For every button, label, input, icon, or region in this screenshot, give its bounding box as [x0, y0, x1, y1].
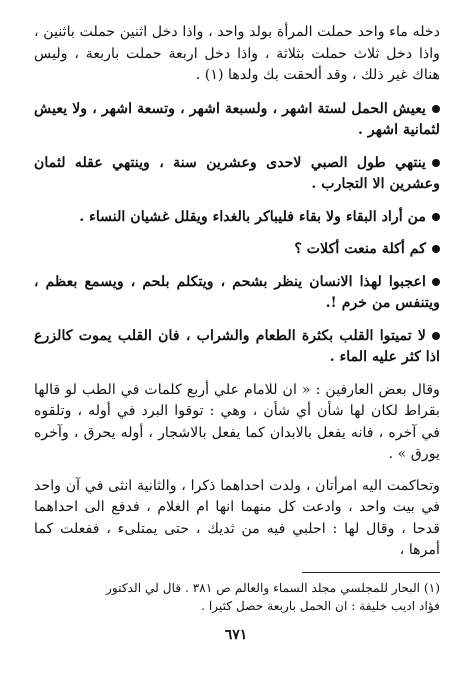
- bullet-text: يعيش الحمل لستة اشهر ، ولسبعة اشهر ، وتسعة اشهر ، ولا يعيش لثمانية اشهر .: [34, 100, 440, 138]
- bullet-item: [34, 207, 440, 229]
- bullet-item: [34, 99, 440, 142]
- paragraph-opening: [34, 22, 440, 87]
- paragraph-judgement: وتحاكمت اليه امرأتان ، ولدت احداهما ذكرا ، والثانية انثى في آن واحد في بيت واحد ، وادعت كل منهما انها ام الغلام ، فدفع الى احداهما قدحا ، وقال لها : احلبي فيه من ثديك ، حتى يمتلىء ، ففعلت كما أمرها ،: [34, 477, 440, 558]
- bullet-text: من أراد البقاء ولا بقاء فليباكر بالغداء ويقلل غشيان النساء .: [79, 208, 426, 225]
- bullet-text: ينتهي طول الصبي لاحدى وعشرين سنة ، وينتهي عقله لثمان وعشرين الا التجارب .: [34, 154, 440, 192]
- footnote-line-2: فؤاد اديب خليفة : ان الحمل باربعة حصل كثيرا .: [201, 598, 440, 613]
- footnote-divider: [302, 572, 440, 573]
- bullet-item: [34, 272, 440, 315]
- bullet-item: [34, 153, 440, 196]
- bullet-icon: [432, 278, 440, 286]
- bullet-text: اعجبوا لهذا الانسان ينظر بشحم ، ويتكلم بلحم ، ويسمع بعظم ، ويتنفس من خرم !.: [34, 273, 440, 311]
- bullet-item: [34, 239, 440, 261]
- bullet-text: كم أكلة منعت أكلات ؟: [294, 241, 426, 257]
- footnote-reference: (١) .: [195, 67, 224, 83]
- bullet-item: [34, 326, 440, 369]
- bullet-text: لا تميتوا القلب بكثرة الطعام والشراب ، فان القلب يموت كالزرع اذا كثر عليه الماء .: [34, 327, 440, 365]
- paragraph-quote: وقال بعض العارفين : « ان للامام علي أربع كلمات في الطب لو قالها بقراط لكان لها شأن أي شأن ، وهي : توقوا البرد في أوله ، وتلقوه في آخره ، فانه يفعل بالابدان كما يفعل بالاشجار ، أوله يحرق ، وآخره يورق » .: [34, 381, 440, 462]
- bullet-icon: [432, 332, 440, 340]
- bullet-icon: [432, 159, 440, 167]
- page-number: ٦٧١: [224, 627, 248, 643]
- paragraph-opening-text: دخله ماء واحد حملت المرأة بولد واحد ، واذا دخل اثنين حملت باثنين ، واذا دخل ثلاث حملت بثلاثة ، واذا دخل اربعة حملت باربعة ، وليس هناك غير ذلك ، وقد ألحقت بك ولدها: [34, 24, 440, 83]
- bullet-icon: [432, 245, 440, 253]
- footnote-line-1: (١) البحار للمجلسي مجلد السماء والعالم ص ٣٨١ . قال لي الدكتور: [105, 580, 440, 595]
- bullet-icon: [432, 213, 440, 221]
- bullet-icon: [432, 105, 440, 113]
